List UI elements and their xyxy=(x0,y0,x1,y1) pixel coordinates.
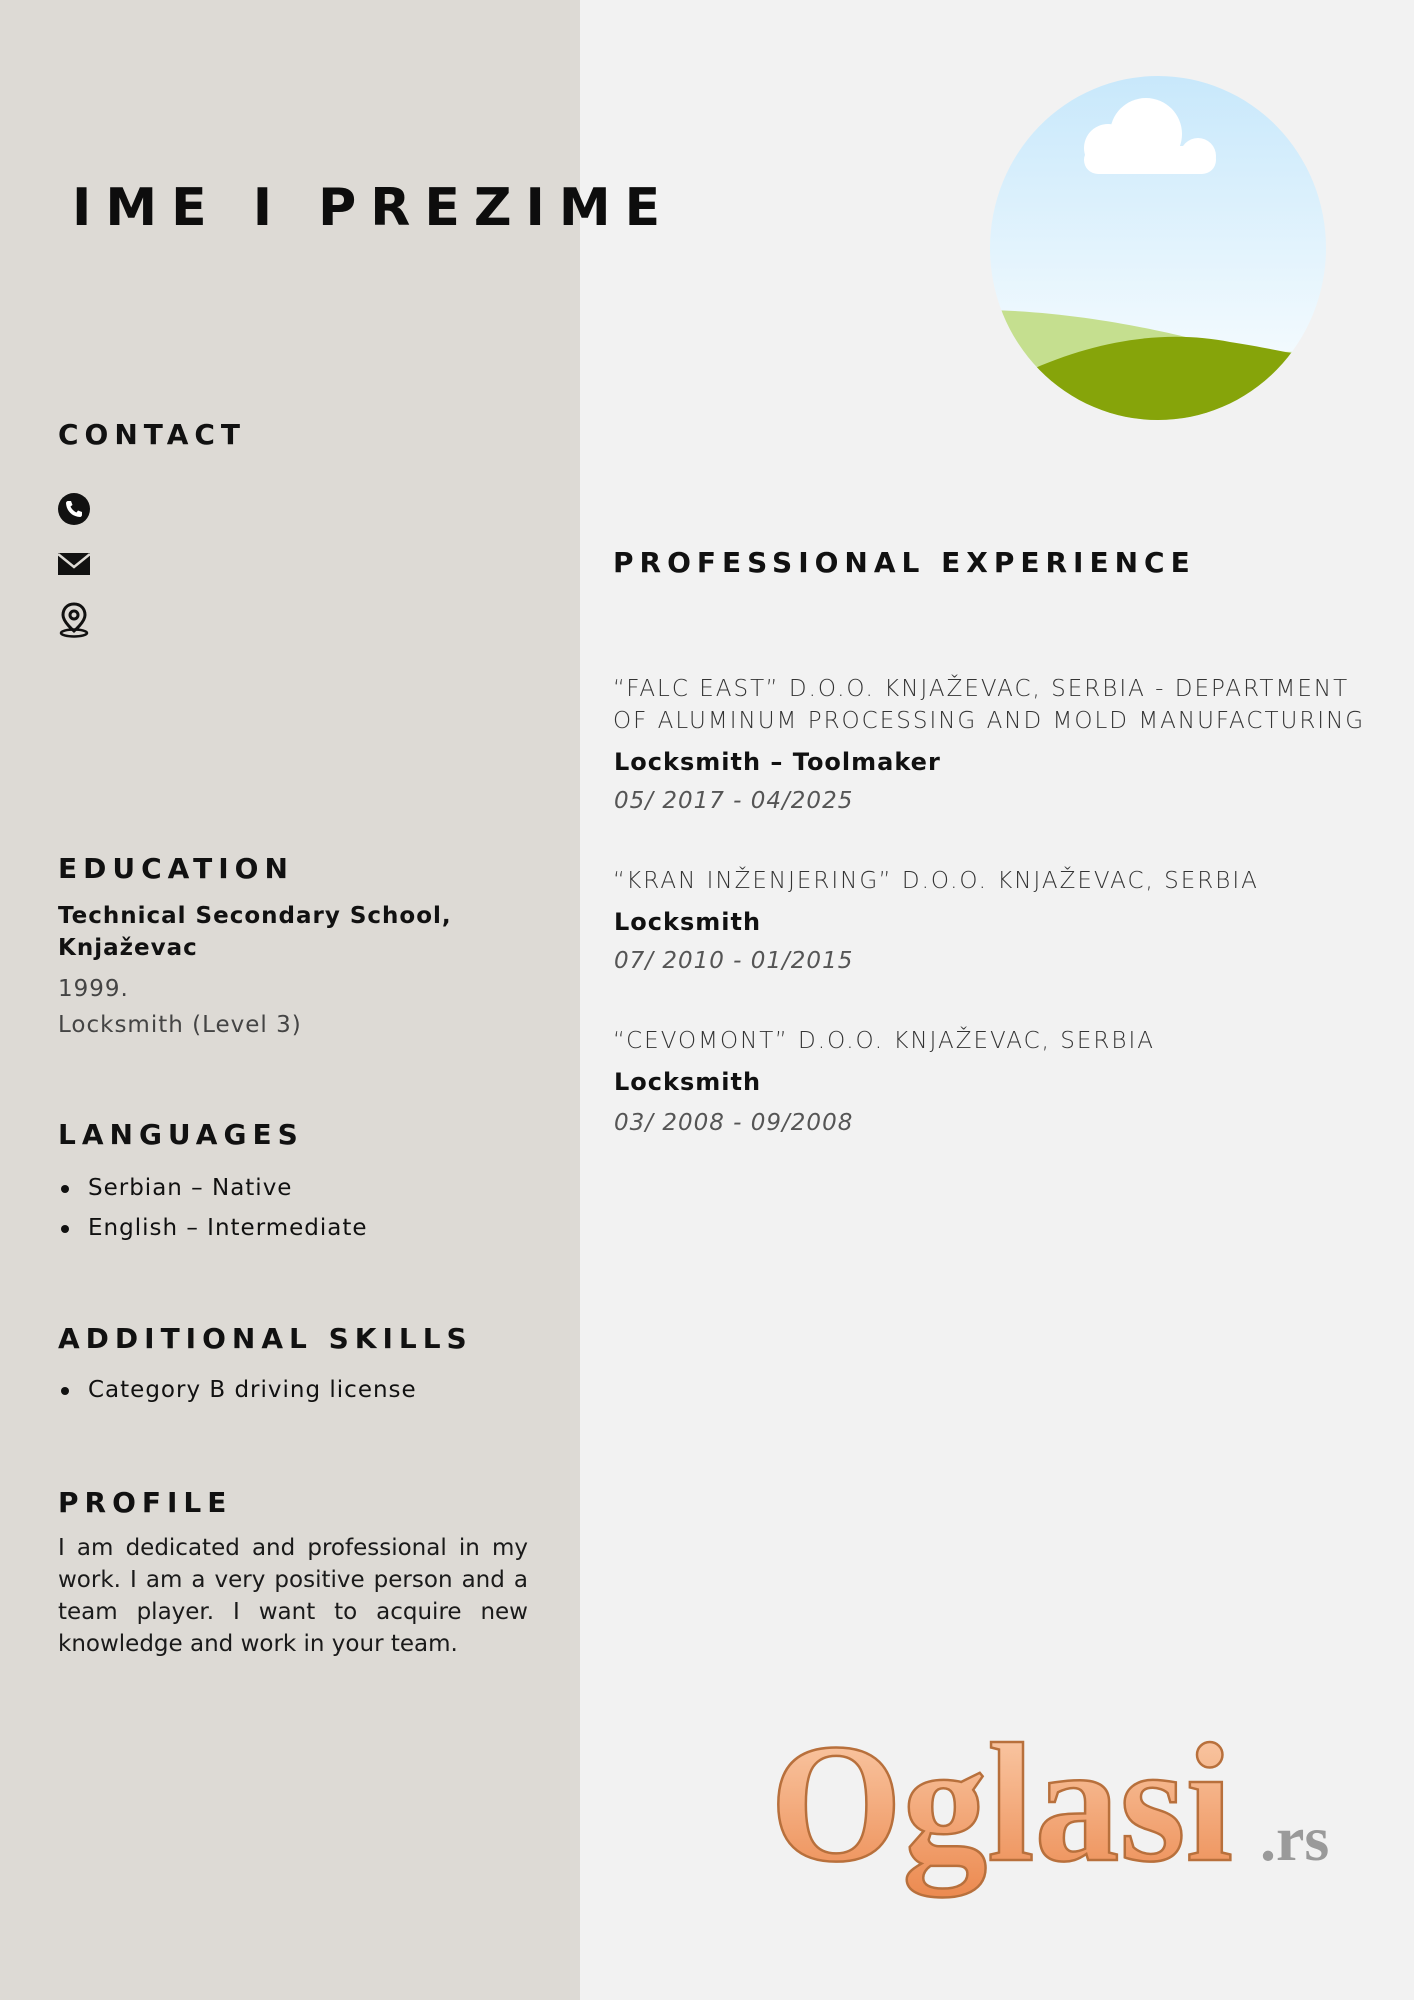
languages-heading: LANGUAGES xyxy=(58,1118,304,1151)
contact-heading: CONTACT xyxy=(58,418,247,451)
phone-icon xyxy=(56,491,92,527)
experience-heading: PROFESSIONAL EXPERIENCE xyxy=(613,546,1196,579)
job-company: “CEVOMONT” D.O.O. KNJAŽEVAC, SERBIA xyxy=(613,1028,1155,1054)
list-item: Serbian – Native xyxy=(58,1168,368,1208)
education-heading: EDUCATION xyxy=(58,852,294,885)
location-icon xyxy=(56,602,92,638)
job-title: Locksmith – Toolmaker xyxy=(614,748,941,776)
skills-list xyxy=(58,1370,417,1410)
profile-text: I am dedicated and professional in my work. I am a very positive person and a team player. I want to acquire new knowledge and work in your team. xyxy=(58,1535,528,1657)
job-dates: 03/ 2008 - 09/2008 xyxy=(614,1110,854,1136)
languages-list xyxy=(58,1168,368,1248)
job-dates: 07/ 2010 - 01/2015 xyxy=(614,948,854,974)
watermark-tld: .rs xyxy=(1260,1803,1330,1874)
list-item: Category B driving license xyxy=(58,1370,417,1410)
list-item: English – Intermediate xyxy=(58,1208,368,1248)
education-school: Technical Secondary School, Knjaževac xyxy=(58,903,452,961)
skills-heading: ADDITIONAL SKILLS xyxy=(58,1322,473,1355)
name-title: IME I PREZIME xyxy=(72,178,675,238)
profile-photo xyxy=(990,76,1326,420)
watermark-brand: Oglasi xyxy=(770,1735,1233,1897)
job-title: Locksmith xyxy=(614,1068,762,1096)
job-dates: 05/ 2017 - 04/2025 xyxy=(614,788,854,814)
job-company: “FALC EAST” D.O.O. KNJAŽEVAC, SERBIA - DEPARTMENT OF ALUMINUM PROCESSING AND MOLD MANUFACTURING xyxy=(613,676,1366,734)
education-qualification: Locksmith (Level 3) xyxy=(58,1012,302,1038)
education-year: 1999. xyxy=(58,976,129,1002)
job-company: “KRAN INŽENJERING” D.O.O. KNJAŽEVAC, SERBIA xyxy=(613,868,1259,894)
job-title: Locksmith xyxy=(614,908,762,936)
mail-icon xyxy=(56,546,92,582)
oglasi-watermark-logo xyxy=(770,1735,1350,1905)
profile-heading: PROFILE xyxy=(58,1486,233,1519)
